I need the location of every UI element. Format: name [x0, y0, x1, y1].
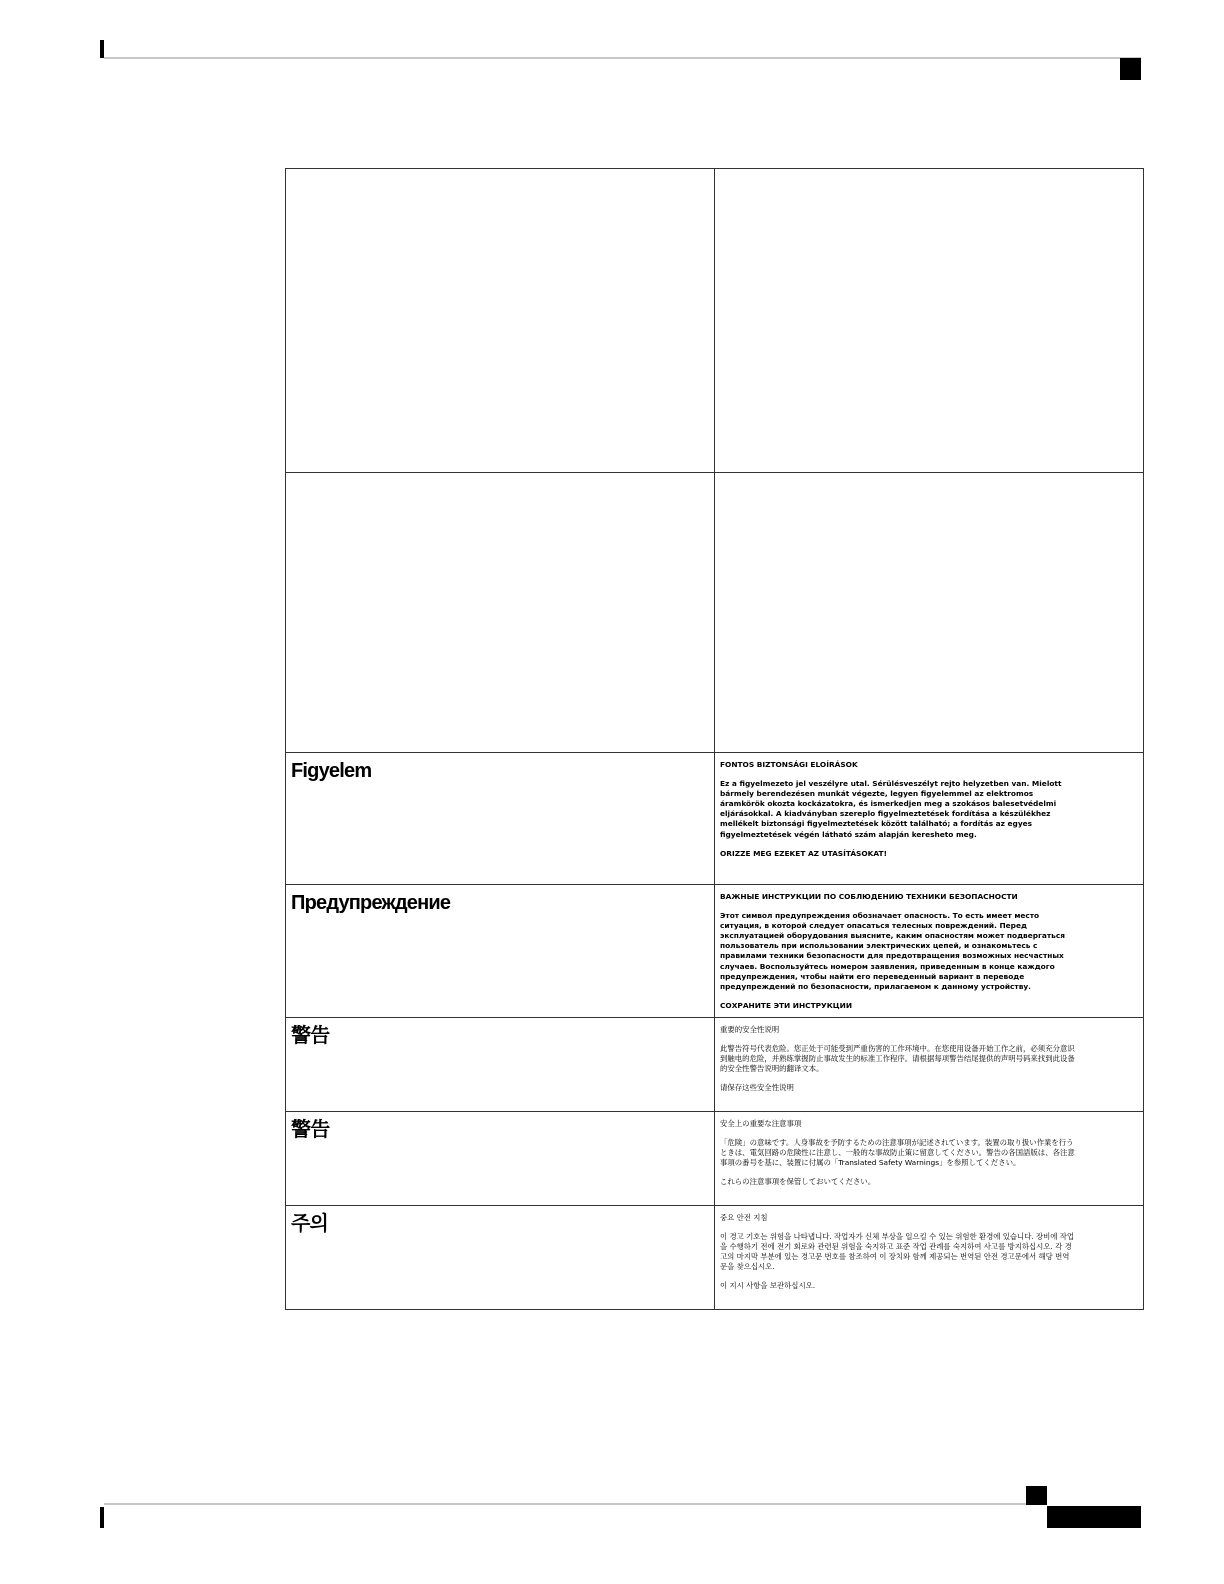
- warning-keep-instructions: これらの注意事項を保管しておいてください。: [720, 1177, 876, 1187]
- blank-cell: [286, 169, 715, 473]
- warning-title: FONTOS BIZTONSÁGI ELOÍRÁSOK: [720, 760, 858, 769]
- blank-cell: [715, 473, 1144, 753]
- warning-text-cell: [715, 753, 1144, 885]
- warning-text-cell: [715, 1112, 1144, 1206]
- warning-label-cell: [286, 753, 715, 885]
- warning-row-japanese: [286, 1112, 1144, 1206]
- footer-page-block: [1047, 1506, 1141, 1528]
- warning-text-cell: [715, 1206, 1144, 1310]
- warning-label: 警告: [291, 1119, 330, 1141]
- warning-row-russian: [286, 885, 1144, 1018]
- warning-title: ВАЖНЫЕ ИНСТРУКЦИИ ПО СОБЛЮДЕНИЮ ТЕХНИКИ БЕЗОПАСНОСТИ: [720, 892, 1018, 901]
- footer-thumb-tab: [1026, 1486, 1047, 1505]
- warning-text-cell: [715, 1018, 1144, 1112]
- warning-label-cell: [286, 885, 715, 1018]
- warning-row-hungarian: [286, 753, 1144, 885]
- warning-text: [715, 1112, 1086, 1193]
- warning-text-cell: [715, 885, 1144, 1018]
- warning-keep-instructions: ORIZZE MEG EZEKET AZ UTASÍTÁSOKAT!: [720, 848, 887, 858]
- warning-body: Этот символ предупреждения обозначает опасность. То есть имеет место ситуация, в которой следует опасаться телесных повреждений. Перед эксплуатацией оборудования выясните, каким опасностям может подвергаться пользователь при использовании электрических цепей, и ознакомьтесь с правилами техники безопасности для предотвращения возможных несчастных случаев. Воспользуйтесь номером заявления, приведенным в конце каждого предупреждения, чтобы найти его переведенный вариант в переводе предупреждений по безопасности, прилагаемом к данному устройству.: [720, 911, 1065, 991]
- warning-label: 주의: [291, 1213, 329, 1235]
- blank-row: [286, 473, 1144, 753]
- warning-body: 「危険」の意味です。人身事故を予防するための注意事項が記述されています。装置の取り扱い作業を行うときは、電気回路の危険性に注意し、一般的な事故防止策に留意してください。警告の各国語版は、各注意事項の番号を基に、装置に付属の「Translated Safety Warnings」を参照してください。: [720, 1138, 1075, 1168]
- warning-keep-instructions: 请保存这些安全性说明: [720, 1083, 794, 1093]
- warning-text: [715, 1206, 1086, 1298]
- warning-text: [715, 885, 1086, 1017]
- warning-text: [715, 1018, 1086, 1099]
- warning-title: 安全上の重要な注意事項: [720, 1119, 802, 1128]
- warning-body: Ez a figyelmezeto jel veszélyre utal. Sérülésveszélyt rejto helyzetben van. Mielott bármely berendezésen munkát végezte, legyen figyelemmel az elektromos áramkörök okozta kockázatokra, és ismerkedjen meg a szokásos balesetvédelmi eljárásokkal. A kiadványban szereplo figyelmeztetések fordítása a készülékhez mellékelt biztonsági figyelmeztetések között található; a fordítás az egyes figyelmeztetések végén látható szám alapján keresheto meg.: [720, 779, 1062, 839]
- warning-body: 此警告符号代表危险。您正处于可能受到严重伤害的工作环境中。在您使用设备开始工作之前，必须充分意识到触电的危险，并熟练掌握防止事故发生的标准工作程序。请根据每项警告结尾提供的声明号码来找到此设备的安全性警告说明的翻译文本。: [720, 1044, 1075, 1074]
- warning-text: [715, 753, 1086, 865]
- footer-marker-bar: [100, 1507, 104, 1528]
- warning-keep-instructions: 이 지시 사항을 보관하십시오.: [720, 1281, 816, 1291]
- blank-cell: [286, 473, 715, 753]
- header-rule: [104, 57, 1141, 59]
- warning-keep-instructions: СОХРАНИТЕ ЭТИ ИНСТРУКЦИИ: [720, 1000, 853, 1010]
- warning-label-cell: [286, 1112, 715, 1206]
- header-marker-bar: [100, 40, 104, 58]
- warning-label: Figyelem: [291, 760, 372, 782]
- warning-label-cell: [286, 1206, 715, 1310]
- header-thumb-tab: [1120, 58, 1141, 80]
- warning-label: 警告: [291, 1025, 330, 1047]
- warning-row-korean: [286, 1206, 1144, 1310]
- warning-title: 중요 안전 지침: [720, 1213, 768, 1222]
- safety-warnings-table: [285, 168, 1144, 1310]
- warning-title: 重要的安全性说明: [720, 1025, 780, 1034]
- warning-body: 이 경고 기호는 위험을 나타냅니다. 작업자가 신체 부상을 일으킬 수 있는 위험한 환경에 있습니다. 장비에 작업을 수행하기 전에 전기 회로와 관련된 위험을 숙지하고 표준 작업 관례를 숙지하여 사고를 방지하십시오. 각 경고의 마지막 부분에 있는 경고문 번호를 참조하여 이 장치와 함께 제공되는 번역된 안전 경고문에서 해당 번역문을 찾으십시오.: [720, 1232, 1075, 1272]
- warning-row-chinese: [286, 1018, 1144, 1112]
- footer-rule: [104, 1503, 1044, 1505]
- blank-row: [286, 169, 1144, 473]
- warning-label: Предупреждение: [291, 892, 451, 914]
- warning-label-cell: [286, 1018, 715, 1112]
- blank-cell: [715, 169, 1144, 473]
